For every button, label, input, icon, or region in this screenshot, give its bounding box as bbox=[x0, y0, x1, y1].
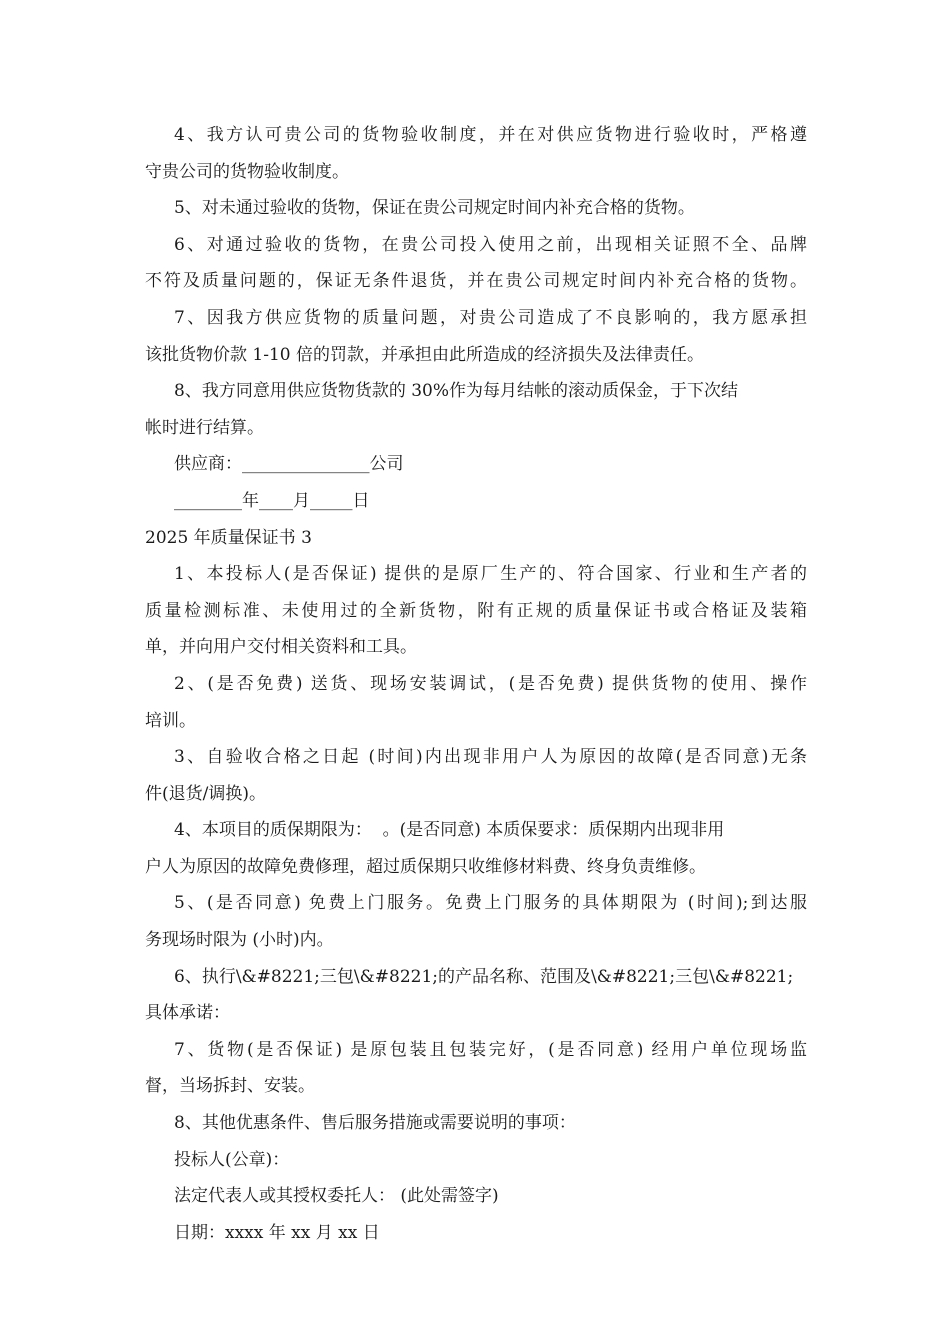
text-line: 培训。 bbox=[145, 710, 196, 731]
text-line: 具体承诺： bbox=[145, 1003, 230, 1024]
text-line: 不符及质量问题的，保证无条件退货，并在贵公司规定时间内补充合格的货物。 bbox=[145, 271, 807, 292]
text-line: 3、自验收合格之日起 (时间)内出现非用户人为原因的故障(是否同意)无条 bbox=[174, 747, 807, 768]
text-line: ________年____月_____日 bbox=[174, 490, 370, 511]
text-line: 2025 年质量保证书 3 bbox=[145, 527, 312, 548]
text-line: 6、执行\&#8221;三包\&#8221;的产品名称、范围及\&#8221;三包\&#8221; bbox=[174, 966, 794, 987]
text-line: 质量检测标准、未使用过的全新货物，附有正规的质量保证书或合格证及装箱 bbox=[145, 600, 807, 621]
text-line: 户人为原因的故障免费修理，超过质保期只收维修材料费、终身负责维修。 bbox=[145, 856, 706, 877]
text-line: 该批货物价款 1-10 倍的罚款，并承担由此所造成的经济损失及法律责任。 bbox=[145, 344, 704, 365]
text-line: 2、(是否免费) 送货、现场安装调试，(是否免费) 提供货物的使用、操作 bbox=[174, 673, 807, 694]
text-line: 务现场时限为 (小时)内。 bbox=[145, 930, 334, 951]
text-line: 5、对未通过验收的货物，保证在贵公司规定时间内补充合格的货物。 bbox=[174, 198, 695, 219]
text-line: 供应商：_______________公司 bbox=[174, 454, 404, 475]
text-line: 7、货物(是否保证) 是原包装且包装完好，(是否同意) 经用户单位现场监 bbox=[174, 1039, 807, 1060]
text-line: 投标人(公章)： bbox=[174, 1149, 290, 1170]
text-line: 督，当场拆封、安装。 bbox=[145, 1076, 315, 1097]
text-line: 5、(是否同意) 免费上门服务。免费上门服务的具体期限为 (时间);到达服 bbox=[174, 893, 807, 914]
document-page bbox=[145, 117, 807, 1251]
text-line: 7、因我方供应货物的质量问题，对贵公司造成了不良影响的，我方愿承担 bbox=[174, 307, 807, 328]
text-line: 8、我方同意用供应货物货款的 30%作为每月结帐的滚动质保金，于下次结 bbox=[174, 381, 739, 402]
text-line: 1、本投标人(是否保证) 提供的是原厂生产的、符合国家、行业和生产者的 bbox=[174, 564, 807, 585]
text-line: 单，并向用户交付相关资料和工具。 bbox=[145, 637, 417, 658]
text-line: 守贵公司的货物验收制度。 bbox=[145, 161, 349, 182]
text-line: 件(退货/调换)。 bbox=[145, 783, 266, 804]
text-line: 法定代表人或其授权委托人： (此处需签字) bbox=[174, 1186, 499, 1207]
text-line: 日期：xxxx 年 xx 月 xx 日 bbox=[174, 1222, 380, 1243]
text-line: 8、其他优惠条件、售后服务措施或需要说明的事项： bbox=[174, 1113, 576, 1134]
text-line: 6、对通过验收的货物，在贵公司投入使用之前，出现相关证照不全、品牌 bbox=[174, 234, 807, 255]
text-line: 4、我方认可贵公司的货物验收制度，并在对供应货物进行验收时，严格遵 bbox=[174, 125, 807, 145]
text-line: 帐时进行结算。 bbox=[145, 417, 264, 438]
text-line: 4、本项目的质保期限为： 。(是否同意) 本质保要求：质保期内出现非用 bbox=[174, 820, 725, 841]
